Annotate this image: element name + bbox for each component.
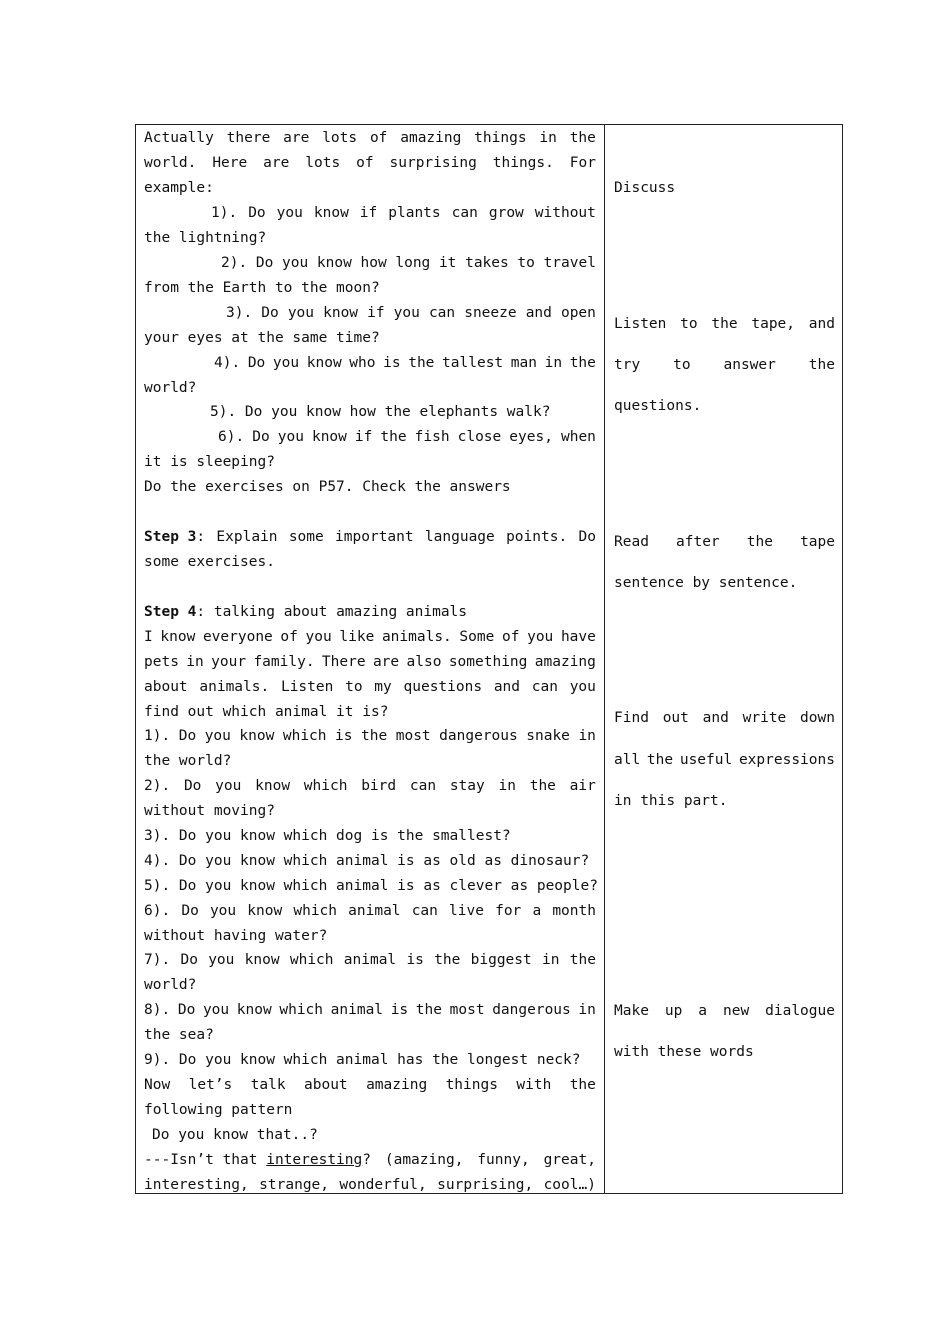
- step-4-line: [144, 603, 467, 621]
- intro-line-1: Actually there are lots of amazing things in the: [144, 130, 596, 146]
- question-6-line-2: it is sleeping?: [144, 454, 275, 470]
- column-divider: [604, 125, 605, 1193]
- intro-line-2: world. Here are lots of surprising things. For: [144, 155, 596, 171]
- animal-question-4: 4). Do you know which animal is as old as dinosaur?: [144, 853, 590, 869]
- animals-intro-line-4: find out which animal it is?: [144, 704, 389, 720]
- activity-listen-line-2: try to answer the: [614, 357, 835, 373]
- animal-question-7-line-2: world?: [144, 977, 197, 993]
- question-1-line-2: the lightning?: [144, 230, 267, 246]
- activity-find-line-3: in this part.: [614, 793, 728, 809]
- activity-find-line-2: all the useful expressions: [614, 752, 835, 768]
- pattern-answer-prefix: ---Isn’t that: [144, 1152, 267, 1168]
- question-5: 5). Do you know how the elephants walk?: [210, 404, 551, 420]
- animal-question-6-line-1: 6). Do you know which animal can live for a month: [144, 903, 596, 919]
- step-4-label: Step 4: [144, 604, 197, 620]
- activity-make-line-2: with these words: [614, 1044, 754, 1060]
- pattern-line-1: Now let’s talk about amazing things with the: [144, 1077, 596, 1093]
- animal-question-2-line-2: without moving?: [144, 803, 275, 819]
- step-4-text: : talking about amazing animals: [196, 604, 468, 620]
- animal-question-2-line-1: 2). Do you know which bird can stay in the air: [144, 778, 596, 794]
- activity-listen-line-1: Listen to the tape, and: [614, 316, 835, 332]
- pattern-answer-suffix: ? (amazing, funny, great,: [362, 1152, 596, 1168]
- pattern-answer-line: [144, 1151, 596, 1169]
- question-2-line-2: from the Earth to the moon?: [144, 280, 380, 296]
- animal-question-6-line-2: without having water?: [144, 928, 328, 944]
- animal-question-8-line-2: the sea?: [144, 1027, 214, 1043]
- intro-line-3: example:: [144, 180, 214, 196]
- animal-question-7-line-1: 7). Do you know which animal is the biggest in the: [144, 952, 596, 968]
- animals-intro-line-3: about animals. Listen to my questions and can you: [144, 679, 596, 695]
- pattern-last-line: interesting, strange, wonderful, surprising, cool…): [144, 1177, 596, 1193]
- question-1-line-1: 1). Do you know if plants can grow without: [211, 205, 596, 221]
- question-3-line-1: 3). Do you know if you can sneeze and open: [226, 305, 596, 321]
- activity-find-line-1: Find out and write down: [614, 710, 835, 726]
- activity-read-line-2: sentence by sentence.: [614, 575, 798, 591]
- question-2-line-1: 2). Do you know how long it takes to travel: [221, 255, 596, 271]
- animal-question-1-line-2: the world?: [144, 753, 232, 769]
- animals-intro-line-2: pets in your family. There are also something amazing: [144, 654, 596, 670]
- activity-read-line-1: Read after the tape: [614, 534, 835, 550]
- question-3-line-2: your eyes at the same time?: [144, 330, 380, 346]
- step-3-line-1: [144, 528, 596, 546]
- animals-intro-line-1: I know everyone of you like animals. Some of you have: [144, 629, 596, 645]
- pattern-line-2: following pattern: [144, 1102, 293, 1118]
- activity-listen-line-3: questions.: [614, 398, 702, 414]
- animal-question-5: 5). Do you know which animal is as clever as people?: [144, 878, 598, 894]
- animal-question-1-line-1: 1). Do you know which is the most dangerous snake in: [144, 728, 596, 744]
- question-6-line-1: 6). Do you know if the fish close eyes, when: [218, 429, 596, 445]
- activity-make-line-1: Make up a new dialogue: [614, 1003, 835, 1019]
- question-4-line-2: world?: [144, 380, 197, 396]
- pattern-answer-word: interesting: [266, 1152, 363, 1168]
- animal-question-9: 9). Do you know which animal has the longest neck?: [144, 1052, 581, 1068]
- pattern-question: Do you know that..?: [152, 1127, 318, 1143]
- exercise-line: Do the exercises on P57. Check the answers: [144, 479, 511, 495]
- step-3-label: Step 3: [144, 529, 197, 545]
- step-3-line-2: some exercises.: [144, 554, 275, 570]
- activity-discuss: Discuss: [614, 180, 676, 196]
- question-4-line-1: 4). Do you know who is the tallest man in the: [214, 355, 596, 371]
- animal-question-3: 3). Do you know which dog is the smallest?: [144, 828, 511, 844]
- step-3-text: : Explain some important language points. Do: [196, 529, 596, 545]
- lesson-table: [135, 124, 843, 1194]
- animal-question-8-line-1: 8). Do you know which animal is the most dangerous in: [144, 1002, 596, 1018]
